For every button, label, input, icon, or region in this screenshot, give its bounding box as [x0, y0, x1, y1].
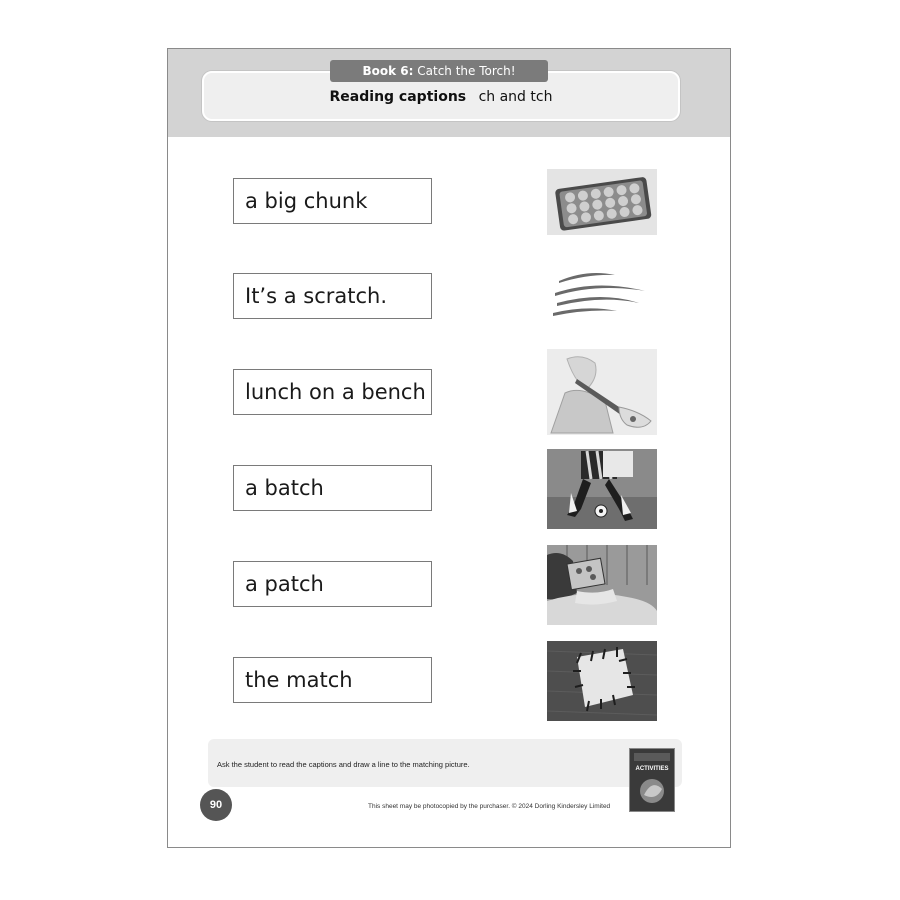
caption-box: It’s a scratch. — [233, 273, 432, 319]
book-title: Catch the Torch! — [417, 64, 516, 78]
cheese-and-knife-picture — [547, 349, 657, 435]
instruction-box — [208, 739, 682, 787]
football-match-picture — [547, 449, 657, 529]
worksheet-page — [167, 48, 731, 848]
book-tab — [330, 60, 548, 82]
instruction-text: Ask the student to read the captions and draw a line to the matching picture. — [217, 760, 470, 769]
fabric-patch-picture — [547, 641, 657, 721]
tray-of-cakes-picture — [547, 169, 657, 235]
cover-label: ACTIVITIES — [635, 766, 669, 772]
caption-box: a patch — [233, 561, 432, 607]
page-subheading: ch and tch — [478, 89, 553, 105]
page-heading: Reading captions — [329, 89, 467, 105]
caption-box: lunch on a bench — [233, 369, 432, 415]
child-with-photos-picture — [547, 545, 657, 625]
caption-box: a big chunk — [233, 178, 432, 224]
caption-box: a batch — [233, 465, 432, 511]
book-cover-thumbnail — [629, 748, 675, 812]
caption-box: the match — [233, 657, 432, 703]
scratch-marks-picture — [547, 265, 657, 325]
title-line — [204, 89, 678, 105]
copyright-notice: This sheet may be photocopied by the purchaser. © 2024 Dorling Kindersley Limited — [368, 803, 611, 810]
page-number-badge: 90 — [200, 789, 232, 821]
book-label: Book 6: — [362, 64, 414, 78]
